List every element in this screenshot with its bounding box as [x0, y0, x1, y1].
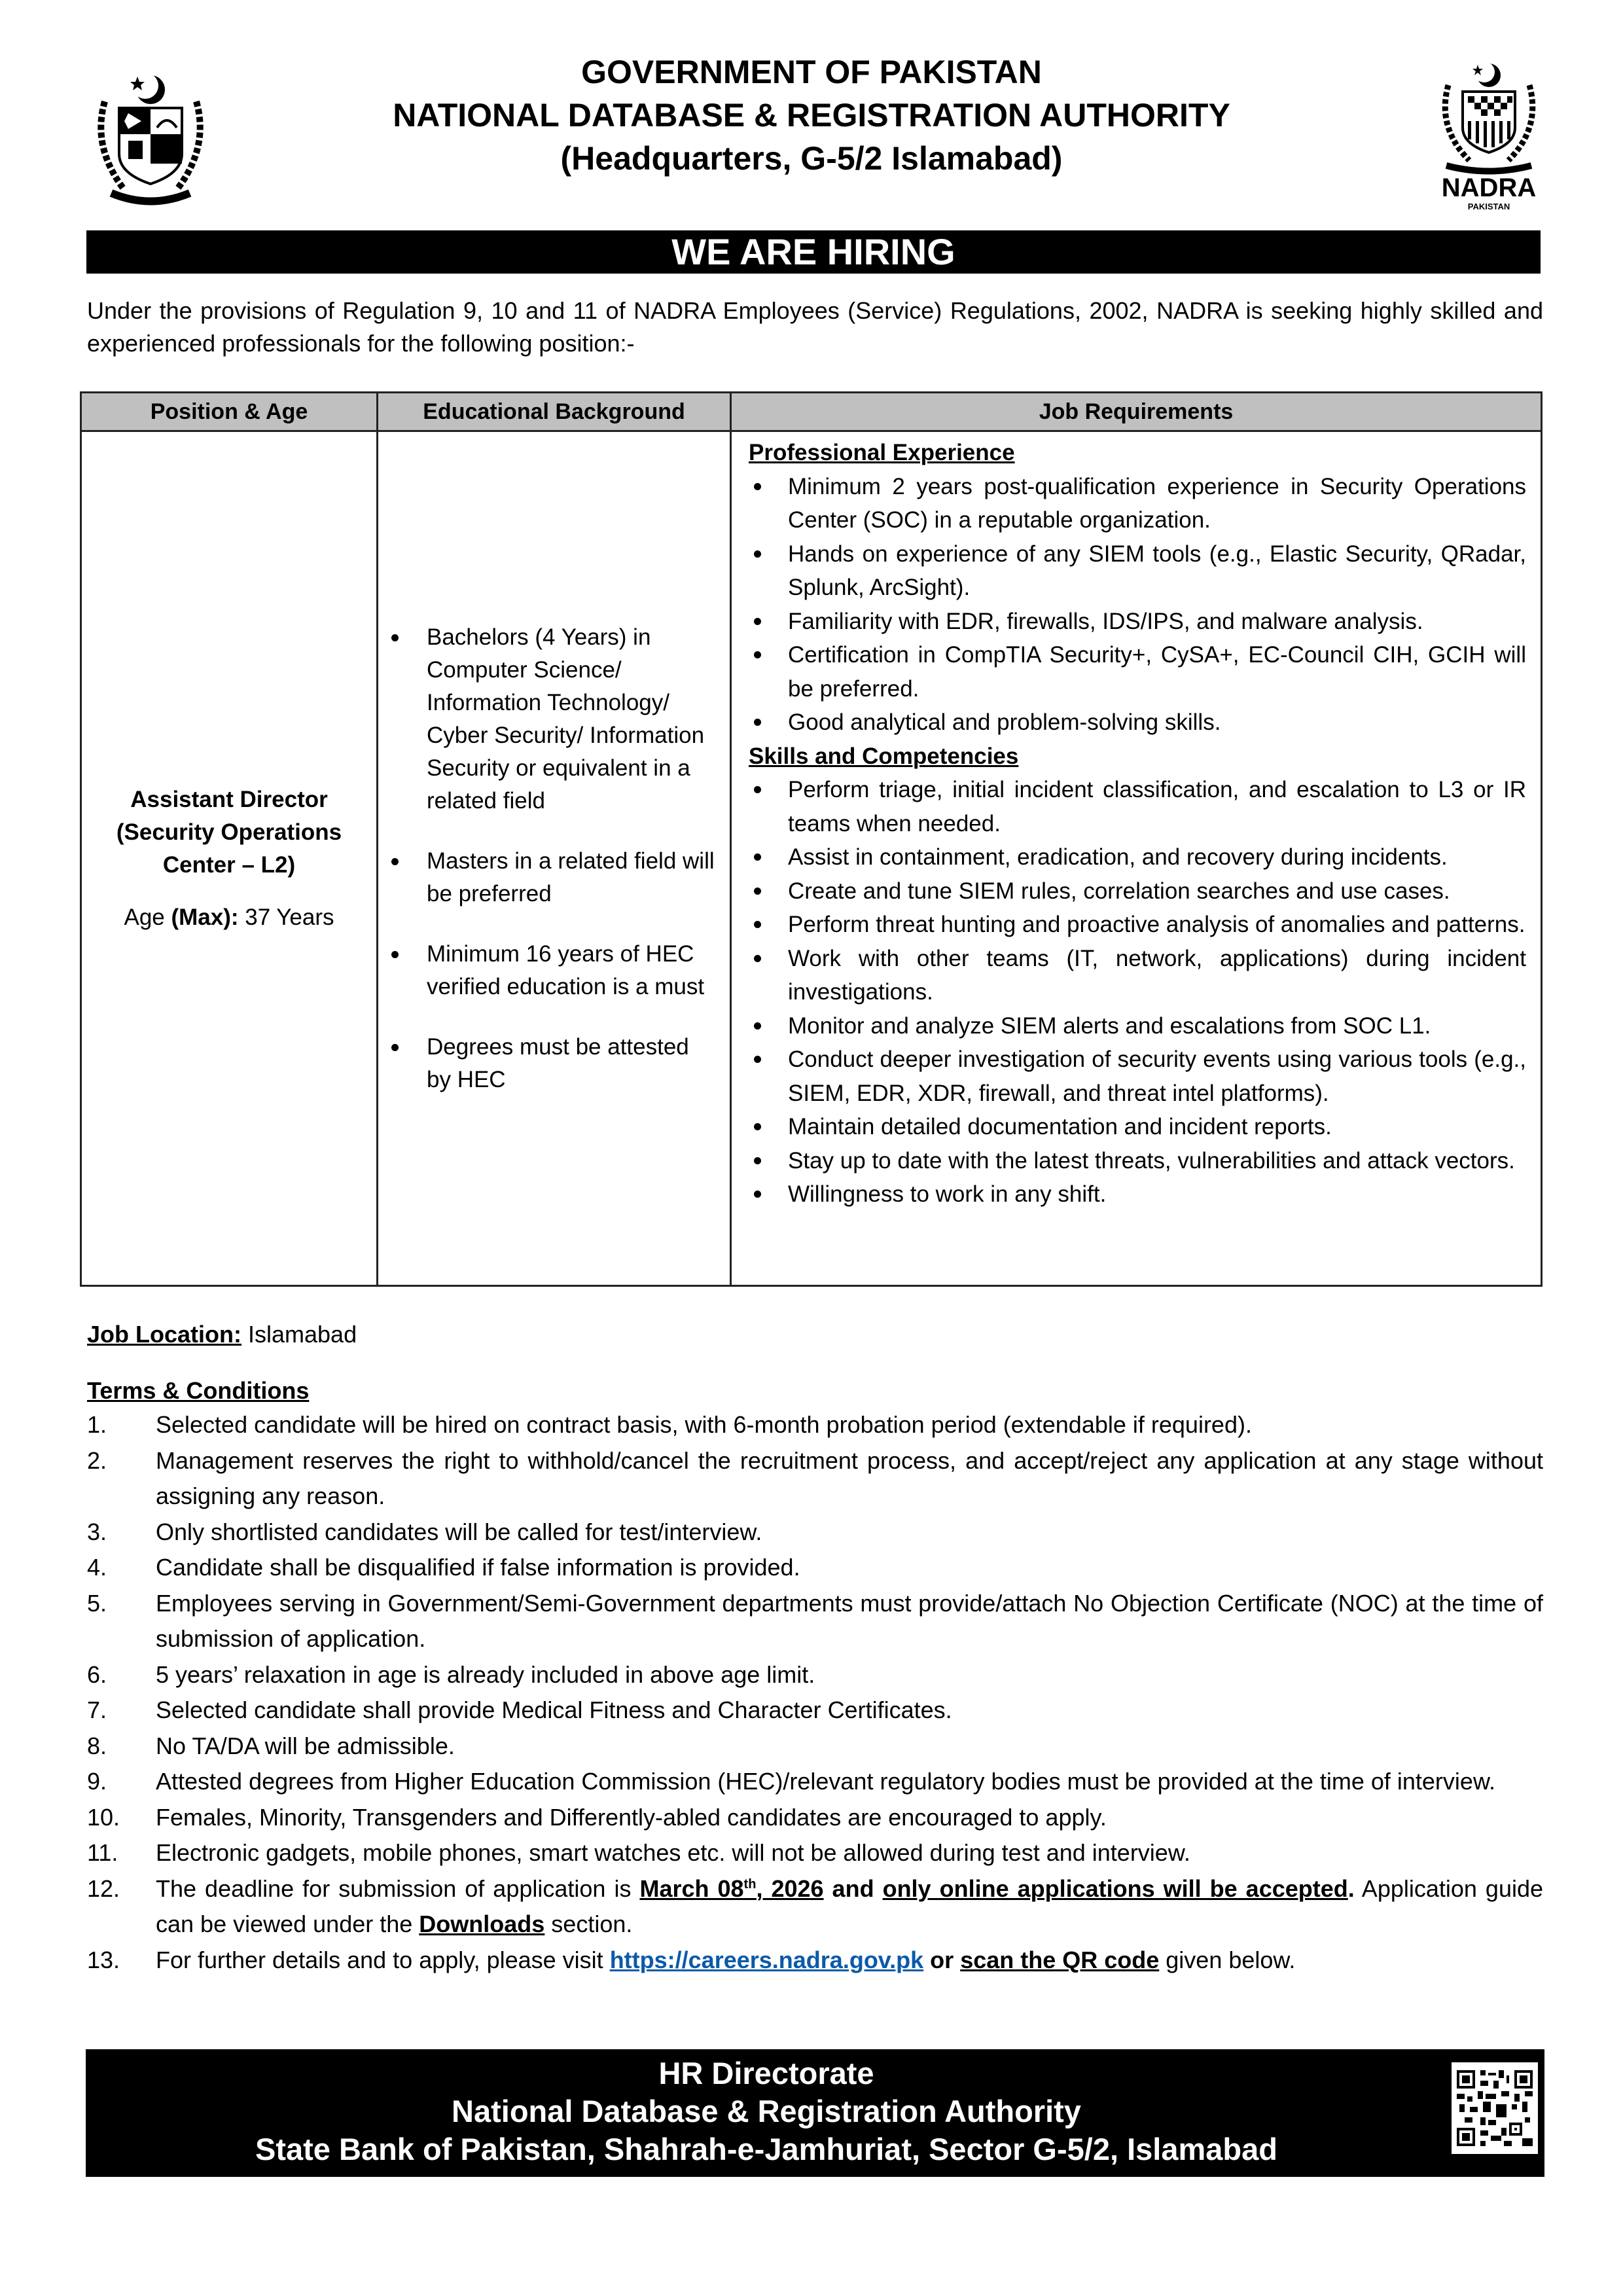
table-header-row	[81, 393, 1542, 431]
hiring-banner: WE ARE HIRING	[86, 230, 1541, 274]
deadline-date: March 08th, 2026	[639, 1874, 824, 1902]
nadra-logo-icon	[1423, 56, 1554, 211]
list-item: Willingness to work in any shift.	[749, 1177, 1526, 1211]
skills-heading: Skills and Competencies	[749, 743, 1019, 769]
online-only-notice: only online applications will be accepted	[882, 1874, 1348, 1902]
education-list	[390, 621, 717, 1096]
list-item: Hands on experience of any SIEM tools (e.g., Elastic Security, QRadar, Splunk, ArcSight).	[749, 537, 1526, 605]
list-item: Familiarity with EDR, firewalls, IDS/IPS, and malware analysis.	[749, 605, 1526, 639]
careers-link[interactable]: https://careers.nadra.gov.pk	[609, 1946, 924, 1973]
list-item: 10. Females, Minority, Transgenders and Differently-abled candidates are encouraged to apply.	[87, 1803, 1107, 1831]
list-item: 1. Selected candidate will be hired on contract basis, with 6-month probation period (extendable if required).	[87, 1411, 1252, 1438]
list-item: 2. Management reserves the right to withhold/cancel the recruitment process, and accept/reject any application at any stage without assigning any reason.	[87, 1446, 1543, 1509]
list-item: 5. Employees serving in Government/Semi-Government departments must provide/attach No Objection Certificate (NOC) at the time of submission of application.	[87, 1589, 1543, 1652]
list-item: Monitor and analyze SIEM alerts and escalations from SOC L1.	[749, 1009, 1526, 1043]
list-item: Bachelors (4 Years) in Computer Science/ Information Technology/ Cyber Security/ Information Security or equivalent in a related field	[390, 621, 717, 817]
qr-code-icon[interactable]	[1452, 2062, 1538, 2154]
position-age: Age (Max): 37 Years	[124, 904, 334, 930]
list-item: Work with other teams (IT, network, applications) during incident investigations.	[749, 942, 1526, 1009]
header-authority-title: NATIONAL DATABASE & REGISTRATION AUTHORITY	[393, 97, 1230, 134]
job-location	[87, 1318, 357, 1351]
column-header-position: Position & Age	[81, 393, 378, 431]
list-item: Degrees must be attested by HEC	[390, 1031, 717, 1096]
job-location-label: Job Location:	[87, 1321, 241, 1348]
footer-directorate: HR Directorate	[658, 2056, 874, 2090]
column-header-education: Educational Background	[378, 393, 731, 431]
list-item: Stay up to date with the latest threats, vulnerabilities and attack vectors.	[749, 1144, 1526, 1178]
list-item: Assist in containment, eradication, and recovery during incidents.	[749, 840, 1526, 874]
list-item: Maintain detailed documentation and incident reports.	[749, 1110, 1526, 1144]
list-item: Certification in CompTIA Security+, CySA+, EC-Council CIH, GCIH will be preferred.	[749, 638, 1526, 706]
list-item: 6. 5 years’ relaxation in age is already included in above age limit.	[87, 1660, 815, 1688]
list-item: Good analytical and problem-solving skills.	[749, 706, 1526, 740]
terms-heading: Terms & Conditions	[87, 1377, 310, 1404]
deadline-item: 12. The deadline for submission of application is March 08th, 2026 and only online applications will be accepted. Application guide can be viewed under the Downloads section.	[87, 1874, 1544, 1937]
pakistan-emblem-icon	[85, 62, 216, 213]
position-cell	[81, 431, 378, 1286]
skills-list	[749, 773, 1526, 1211]
list-item: 3. Only shortlisted candidates will be called for test/interview.	[87, 1518, 762, 1545]
list-item: Minimum 2 years post-qualification experience in Security Operations Center (SOC) in a reputable organization.	[749, 470, 1526, 537]
requirements-table	[80, 391, 1543, 1287]
svg-text:PAKISTAN: PAKISTAN	[1467, 202, 1510, 211]
footer-address: State Bank of Pakistan, Shahrah-e-Jamhuriat, Sector G-5/2, Islamabad	[255, 2132, 1277, 2166]
position-title: Assistant Director (Security Operations Center – L2)	[116, 786, 342, 878]
column-header-requirements: Job Requirements	[731, 393, 1542, 431]
downloads-section-link[interactable]: Downloads	[419, 1910, 545, 1937]
list-item: Perform triage, initial incident classification, and escalation to L3 or IR teams when needed.	[749, 773, 1526, 840]
svg-text:NADRA: NADRA	[1441, 173, 1537, 202]
list-item: Create and tune SIEM rules, correlation searches and use cases.	[749, 874, 1526, 908]
list-item: Conduct deeper investigation of security events using various tools (e.g., SIEM, EDR, XDR, firewall, and threat intel platforms).	[749, 1043, 1526, 1110]
scan-qr-text: scan the QR code	[960, 1946, 1160, 1973]
header-headquarters: (Headquarters, G-5/2 Islamabad)	[560, 140, 1063, 177]
footer-banner	[86, 2049, 1544, 2177]
header-government-title: GOVERNMENT OF PAKISTAN	[581, 54, 1042, 90]
footer-authority: National Database & Registration Authority	[452, 2094, 1081, 2128]
list-item: 7. Selected candidate shall provide Medical Fitness and Character Certificates.	[87, 1696, 952, 1723]
intro-paragraph: Under the provisions of Regulation 9, 10 and 11 of NADRA Employees (Service) Regulations, 2002, NADRA is seeking highly skilled and experienced professionals for the following position:-	[87, 297, 1543, 357]
job-requirements-cell	[731, 431, 1542, 1286]
terms-list	[87, 1407, 1543, 1978]
list-item: 8. No TA/DA will be admissible.	[87, 1732, 455, 1759]
professional-experience-heading: Professional Experience	[749, 440, 1015, 465]
education-cell	[378, 431, 731, 1286]
table-row	[81, 431, 1542, 1286]
list-item: Masters in a related field will be preferred	[390, 845, 717, 910]
list-item: Minimum 16 years of HEC verified education is a must	[390, 938, 717, 1003]
list-item: 4. Candidate shall be disqualified if false information is provided.	[87, 1554, 800, 1581]
job-location-value: Islamabad	[241, 1321, 357, 1348]
apply-item: 13. For further details and to apply, please visit https://careers.nadra.gov.pk or scan the QR code given below.	[87, 1946, 1296, 1973]
list-item: Perform threat hunting and proactive analysis of anomalies and patterns.	[749, 908, 1526, 942]
list-item: 11. Electronic gadgets, mobile phones, smart watches etc. will not be allowed during test and interview.	[87, 1839, 1190, 1866]
list-item: 9. Attested degrees from Higher Education Commission (HEC)/relevant regulatory bodies must be provided at the time of interview.	[87, 1768, 1495, 1795]
professional-experience-list	[749, 470, 1526, 740]
